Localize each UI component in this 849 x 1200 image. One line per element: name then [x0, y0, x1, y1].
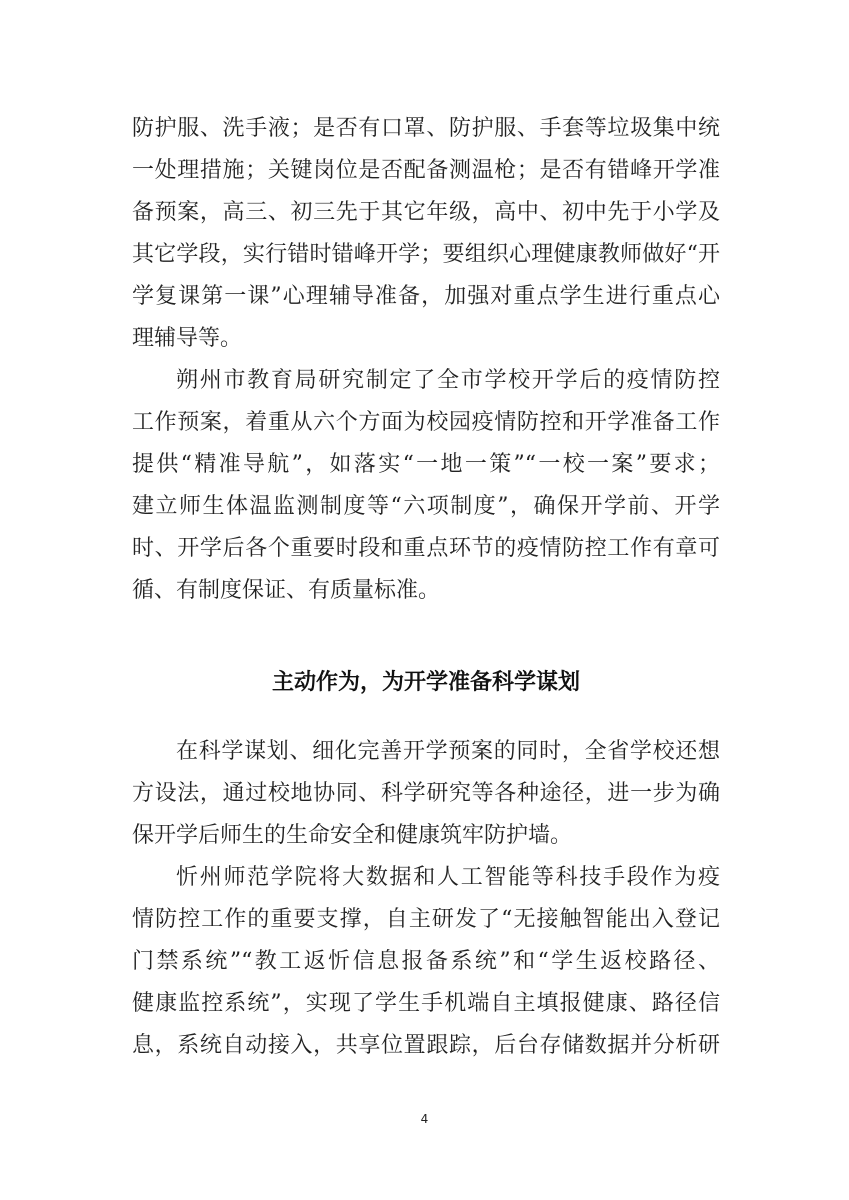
- body-text-bottom: [132, 731, 720, 1067]
- paragraph-line: 循、有制度保证、有质量标准。: [132, 578, 441, 603]
- paragraph-line: 提供“精准导航”，如落实“一地一策”“一校一案”要求；: [132, 452, 720, 477]
- paragraph-line: 备预案，高三、初三先于其它年级，高中、初中先于小学及: [132, 200, 720, 225]
- paragraph-line: 学复课第一课”心理辅导准备，加强对重点学生进行重点心: [132, 284, 720, 309]
- paragraph-line: 情防控工作的重要支撑，自主研发了“无接触智能出入登记: [132, 907, 720, 932]
- paragraph-line: 门禁系统”“教工返忻信息报备系统”和“学生返校路径、: [132, 949, 720, 974]
- section-heading: 主动作为，为开学准备科学谋划: [271, 670, 580, 695]
- paragraph-line: 建立师生体温监测制度等“六项制度”，确保开学前、开学: [132, 494, 720, 519]
- paragraph-line: 在科学谋划、细化完善开学预案的同时，全省学校还想: [176, 739, 720, 764]
- paragraph-line: 保开学后师生的生命安全和健康筑牢防护墙。: [132, 823, 573, 848]
- paragraph-line: 理辅导等。: [132, 326, 243, 351]
- paragraph-line: 朔州市教育局研究制定了全市学校开学后的疫情防控: [176, 368, 720, 393]
- paragraph-line: 息，系统自动接入，共享位置跟踪，后台存储数据并分析研: [132, 1033, 720, 1058]
- paragraph-line: 时、开学后各个重要时段和重点环节的疫情防控工作有章可: [132, 536, 720, 561]
- paragraph-line: 其它学段，实行错时错峰开学；要组织心理健康教师做好“开: [132, 242, 720, 267]
- paragraph-line: 一处理措施；关键岗位是否配备测温枪；是否有错峰开学准: [132, 158, 720, 183]
- paragraph-line: 防护服、洗手液；是否有口罩、防护服、手套等垃圾集中统: [132, 116, 720, 141]
- paragraph-line: 忻州师范学院将大数据和人工智能等科技手段作为疫: [176, 865, 720, 890]
- paragraph-line: 工作预案，着重从六个方面为校园疫情防控和开学准备工作: [132, 410, 720, 435]
- body-text-top: [132, 108, 720, 612]
- paragraph-line: 方设法，通过校地协同、科学研究等各种途径，进一步为确: [132, 781, 720, 806]
- paragraph-line: 健康监控系统”，实现了学生手机端自主填报健康、路径信: [132, 991, 720, 1016]
- page-number: 4: [420, 1112, 429, 1126]
